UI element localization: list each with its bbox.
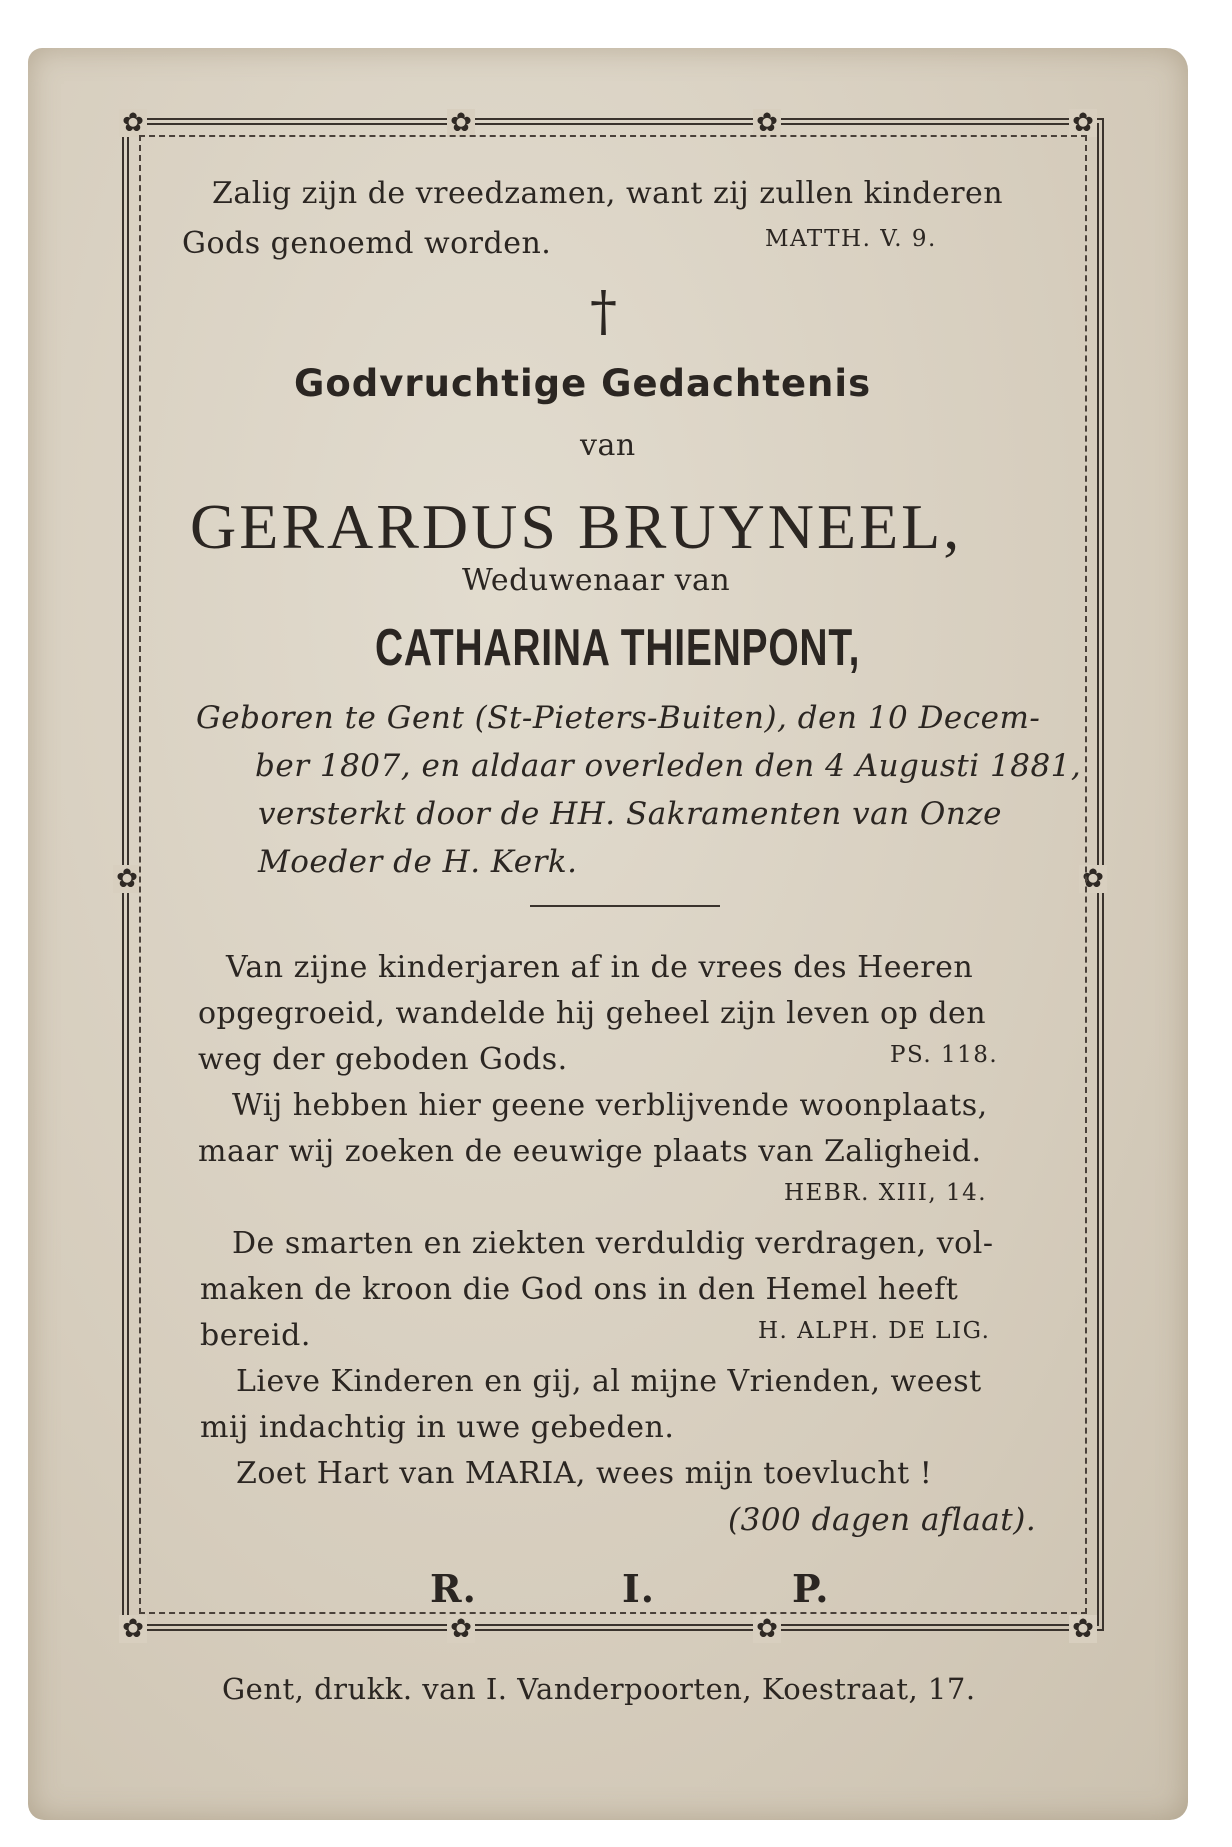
- flower-ornament-icon: ✿: [447, 1615, 475, 1643]
- flower-ornament-icon: ✿: [119, 1615, 147, 1643]
- bio-line-3: versterkt door de HH. Sakramenten van Onze: [258, 796, 1002, 832]
- headline: Godvruchtige Gedachtenis: [294, 362, 872, 405]
- verse-4-line-2: mij indachtig in uwe gebeden.: [200, 1410, 675, 1445]
- van-label: van: [580, 428, 636, 463]
- verse-1-line-1: Van zijne kinderjaren af in de vrees des Heeren: [226, 950, 974, 985]
- epigraph-reference: MATTH. V. 9.: [765, 226, 937, 252]
- rip-letter-p: P.: [792, 1566, 830, 1611]
- flower-ornament-icon: ✿: [1069, 1615, 1097, 1643]
- verse-5-line-1: Zoet Hart van MARIA, wees mijn toevlucht !: [236, 1456, 933, 1491]
- bio-line-4: Moeder de H. Kerk.: [258, 844, 578, 880]
- verse-5-line-2: (300 dagen aflaat).: [728, 1502, 1037, 1538]
- verse-1-line-3: weg der geboden Gods.: [198, 1042, 568, 1077]
- verse-1-line-2: opgegroeid, wandelde hij geheel zijn leven op den: [198, 996, 987, 1031]
- epigraph-line-1: Zalig zijn de vreedzamen, want zij zullen kinderen: [212, 176, 1004, 211]
- flower-ornament-icon: ✿: [113, 865, 141, 893]
- verse-3-line-2: maken de kroon die God ons in den Hemel heeft: [200, 1272, 959, 1307]
- verse-3-line-1: De smarten en ziekten verduldig verdragen, vol-: [232, 1226, 994, 1261]
- flower-ornament-icon: ✿: [1069, 109, 1097, 137]
- rip-letter-r: R.: [430, 1566, 477, 1611]
- cross-icon: †: [590, 280, 618, 343]
- flower-ornament-icon: ✿: [447, 109, 475, 137]
- flower-ornament-icon: ✿: [119, 109, 147, 137]
- divider-line: [530, 905, 720, 907]
- verse-4-line-1: Lieve Kinderen en gij, al mijne Vrienden, weest: [236, 1364, 982, 1399]
- printer-imprint: Gent, drukk. van I. Vanderpoorten, Koestraat, 17.: [222, 1672, 976, 1706]
- verse-3-line-3: bereid.: [200, 1318, 311, 1353]
- flower-ornament-icon: ✿: [753, 109, 781, 137]
- verse-2-line-2: maar wij zoeken de eeuwige plaats van Zaligheid.: [198, 1134, 982, 1169]
- verse-2-reference: HEBR. XIII, 14.: [784, 1180, 988, 1206]
- verse-1-reference: PS. 118.: [890, 1042, 999, 1068]
- epigraph-line-2: Gods genoemd worden.: [182, 226, 552, 261]
- bio-line-1: Geboren te Gent (St-Pieters-Buiten), den 10 Decem-: [196, 700, 1041, 736]
- spouse-name: CATHARINA THIENPONT,: [375, 619, 861, 677]
- deceased-name: GERARDUS BRUYNEEL,: [190, 491, 963, 562]
- verse-2-line-1: Wij hebben hier geene verblijvende woonplaats,: [232, 1088, 988, 1123]
- bio-line-2: ber 1807, en aldaar overleden den 4 Augusti 1881,: [255, 748, 1082, 784]
- spouse-intro: Weduwenaar van: [462, 563, 731, 598]
- flower-ornament-icon: ✿: [753, 1615, 781, 1643]
- flower-ornament-icon: ✿: [1079, 865, 1107, 893]
- rip-letter-i: I.: [622, 1566, 656, 1611]
- verse-3-reference: H. ALPH. DE LIG.: [758, 1318, 991, 1344]
